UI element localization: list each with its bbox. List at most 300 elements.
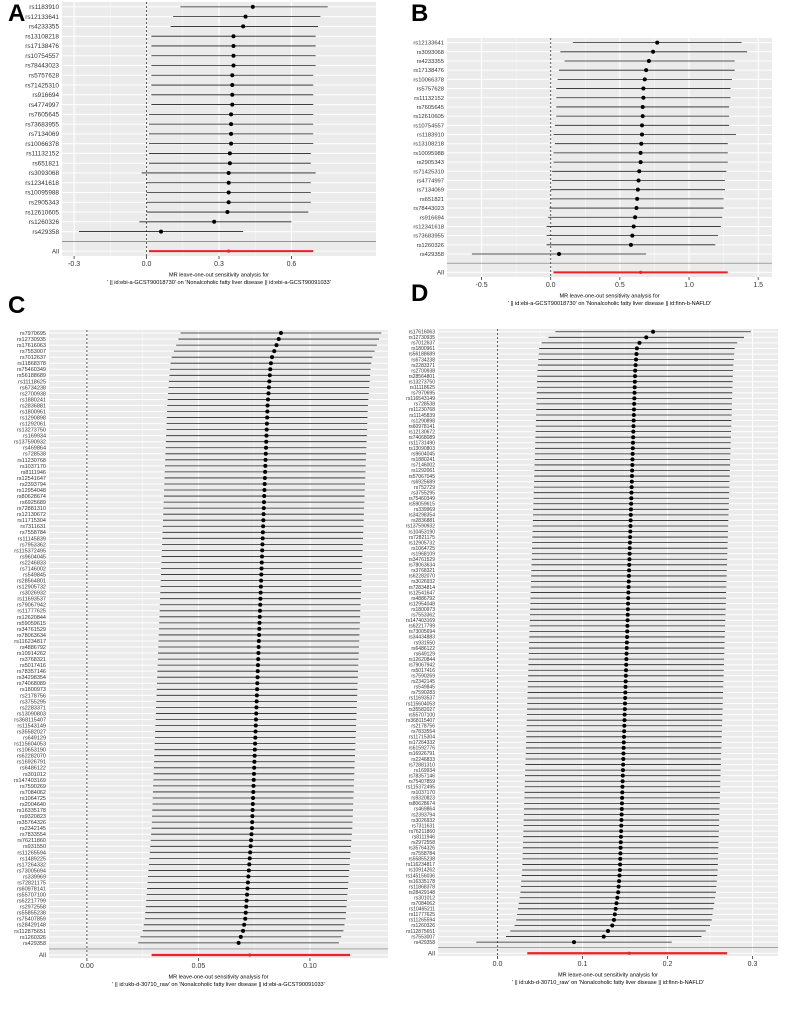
snp-label: rs12954048 — [16, 487, 46, 494]
x-tick-label: 0.10 — [303, 963, 317, 970]
snp-label: rs931550 — [414, 640, 435, 647]
point-estimate — [618, 862, 622, 866]
snp-label: rs1183910 — [417, 132, 444, 139]
snp-label: rs10095988 — [25, 189, 59, 197]
point-estimate — [225, 210, 229, 214]
point-estimate — [630, 474, 634, 478]
point-estimate — [229, 132, 233, 136]
snp-label: rs7146002 — [411, 462, 435, 469]
point-estimate — [641, 114, 645, 118]
x-tick-label: 0.6 — [286, 261, 297, 268]
point-estimate — [625, 652, 629, 656]
snp-label: rs62217799 — [16, 898, 46, 905]
point-estimate — [252, 784, 256, 788]
snp-label: rs3026932 — [411, 579, 435, 586]
snp-label: rs5757628 — [416, 86, 444, 93]
point-estimate — [263, 482, 267, 486]
snp-label: rs7146002 — [20, 566, 46, 573]
snp-label: rs16335178 — [408, 878, 435, 885]
snp-label: rs429358 — [419, 252, 444, 259]
snp-label: rs11145839 — [409, 412, 435, 419]
snp-label: rs12610605 — [413, 114, 444, 121]
axis-title-line2: ' || id:ebi-a-GCST90018730' on 'Nonalcoholic fatty liver disease || id:finn-b-NAFLD' — [507, 301, 712, 308]
snp-label: rs7084062 — [411, 901, 435, 908]
snp-label: rs72881310 — [408, 762, 435, 769]
snp-label: rs4774997 — [28, 101, 59, 109]
point-estimate — [621, 757, 625, 761]
snp-label: rs7012637 — [411, 340, 435, 347]
point-estimate — [256, 663, 260, 667]
snp-label: rs5017416 — [411, 667, 435, 674]
point-estimate — [227, 191, 231, 195]
snp-label: rs3755295 — [20, 699, 46, 706]
snp-label: rs116234817 — [14, 638, 46, 645]
point-estimate — [623, 713, 627, 717]
snp-label: rs1260326 — [20, 934, 46, 941]
point-estimate — [628, 524, 632, 528]
snp-label: rs3093068 — [416, 49, 444, 56]
all-point-estimate — [639, 271, 642, 274]
point-estimate — [253, 736, 257, 740]
point-estimate — [244, 15, 248, 19]
point-estimate — [617, 885, 621, 889]
point-estimate — [613, 912, 617, 916]
point-estimate — [633, 215, 637, 219]
snp-label: rs12541647 — [16, 475, 46, 482]
snp-label: rs728538 — [414, 401, 435, 408]
panel-c — [0, 290, 394, 1013]
snp-label: rs72821175 — [408, 534, 435, 541]
snp-label: rs6734238 — [411, 357, 435, 364]
point-estimate — [212, 220, 216, 224]
snp-label: rs10066378 — [413, 77, 444, 84]
snp-label: rs12341618 — [413, 224, 444, 231]
point-estimate — [572, 940, 576, 944]
point-estimate — [159, 230, 163, 234]
snp-label: rs368115407 — [406, 717, 435, 724]
snp-label: rs56188689 — [16, 373, 46, 380]
snp-label: rs73683955 — [25, 121, 59, 129]
forest-plot-a — [0, 0, 394, 290]
point-estimate — [620, 796, 624, 800]
snp-label: rs7134069 — [28, 131, 59, 139]
point-estimate — [626, 602, 630, 606]
snp-label: rs78063634 — [16, 632, 46, 639]
point-estimate — [640, 133, 644, 137]
point-estimate — [256, 651, 260, 655]
point-estimate — [625, 641, 629, 645]
point-estimate — [267, 385, 271, 389]
snp-label: rs115604053 — [14, 741, 46, 748]
x-tick-label: 1.0 — [684, 282, 694, 289]
point-estimate — [250, 820, 254, 824]
point-estimate — [269, 361, 273, 365]
snp-label: rs2972558 — [411, 840, 435, 847]
snp-label: rs1037170 — [20, 463, 46, 470]
snp-label: rs78443023 — [413, 206, 444, 213]
forest-plot-d — [395, 278, 789, 1013]
point-estimate — [263, 464, 267, 468]
snp-label: rs301012 — [414, 895, 435, 902]
snp-label: rs34761529 — [16, 626, 46, 633]
point-estimate — [259, 591, 263, 595]
snp-label: rs11777625 — [17, 608, 46, 615]
point-estimate — [621, 774, 625, 778]
point-estimate — [252, 778, 256, 782]
snp-label: rs7970695 — [20, 330, 46, 337]
snp-label: rs8111946 — [20, 469, 46, 476]
snp-label: rs10095988 — [413, 150, 444, 157]
point-estimate — [265, 422, 269, 426]
point-estimate — [633, 385, 637, 389]
snp-label: rs339969 — [23, 874, 46, 881]
point-estimate — [637, 341, 641, 345]
point-estimate — [248, 856, 252, 860]
point-estimate — [626, 596, 630, 600]
snp-label: rs13273750 — [408, 379, 435, 386]
point-estimate — [261, 524, 265, 528]
snp-label: rs2246833 — [411, 756, 435, 763]
point-estimate — [627, 568, 631, 572]
snp-label: rs12905732 — [408, 540, 435, 547]
point-estimate — [619, 835, 623, 839]
plot-background — [447, 38, 772, 277]
snp-label: rs4233355 — [28, 23, 59, 31]
point-estimate — [257, 645, 261, 649]
point-estimate — [644, 335, 648, 339]
point-estimate — [241, 24, 245, 28]
point-estimate — [250, 814, 254, 818]
point-estimate — [630, 468, 634, 472]
point-estimate — [641, 105, 645, 109]
point-estimate — [647, 59, 651, 63]
snp-label: rs12133641 — [25, 13, 59, 21]
snp-label: rs10754557 — [413, 123, 444, 130]
point-estimate — [651, 50, 655, 54]
snp-label: rs3768321 — [20, 657, 46, 664]
point-estimate — [231, 64, 235, 68]
snp-label: rs62282070 — [16, 753, 46, 760]
panel-label: A — [8, 0, 26, 27]
snp-label: rs112875651 — [14, 928, 46, 935]
snp-label: rs11868378 — [17, 361, 46, 368]
snp-label: rs549845 — [414, 684, 435, 691]
point-estimate — [244, 911, 248, 915]
snp-label: rs368115407 — [14, 717, 46, 724]
snp-label: rs7590283 — [411, 690, 435, 697]
point-estimate — [227, 200, 231, 204]
point-estimate — [264, 434, 268, 438]
snp-label: rs7553007 — [411, 934, 435, 941]
snp-label: rs59059615 — [408, 501, 435, 508]
plot-background — [49, 330, 388, 958]
snp-label: rs80628674 — [408, 801, 435, 808]
snp-label: rs2700938 — [20, 391, 46, 398]
axis-title-line2: ' || id:ebi-a-GCST90018730' on 'Nonalcoholic fatty liver disease || id:ebi-a-GCST90091033' — [107, 280, 331, 287]
point-estimate — [620, 790, 624, 794]
snp-label: rs11265594 — [17, 850, 46, 857]
snp-label: rs1489225 — [20, 856, 46, 863]
point-estimate — [610, 923, 614, 927]
point-estimate — [625, 624, 629, 628]
snp-label: rs7134069 — [416, 187, 444, 194]
x-tick-label: -0.5 — [475, 282, 488, 289]
axis-title-line1: MR leave-one-out sensitivity analysis for — [168, 974, 269, 981]
snp-label: rs62217799 — [408, 623, 435, 630]
point-estimate — [622, 735, 626, 739]
point-estimate — [637, 178, 641, 182]
point-estimate — [634, 352, 638, 356]
panel-label: B — [411, 0, 429, 27]
snp-label: rs12133641 — [413, 40, 444, 47]
snp-label: rs5757628 — [28, 72, 59, 80]
snp-label: rs7833554 — [411, 729, 435, 736]
point-estimate — [624, 668, 628, 672]
all-label: All — [51, 248, 59, 256]
snp-label: rs17264332 — [16, 862, 46, 869]
point-estimate — [631, 430, 635, 434]
snp-label: rs13090803 — [16, 711, 46, 718]
point-estimate — [258, 621, 262, 625]
point-estimate — [632, 396, 636, 400]
snp-label: rs12730935 — [408, 335, 435, 342]
point-estimate — [268, 367, 272, 371]
snp-label: rs1292061 — [20, 421, 46, 428]
point-estimate — [251, 790, 255, 794]
panel-a — [0, 0, 394, 290]
snp-label: rs16926791 — [16, 759, 46, 766]
snp-label: rs17264332 — [408, 740, 435, 747]
point-estimate — [263, 470, 267, 474]
snp-label: rs12905732 — [16, 584, 46, 591]
point-estimate — [247, 868, 251, 872]
snp-label: rs469864 — [23, 445, 46, 452]
point-estimate — [630, 485, 634, 489]
snp-label: rs2246833 — [20, 560, 46, 567]
point-estimate — [624, 674, 628, 678]
snp-label: rs147403169 — [405, 618, 435, 625]
point-estimate — [620, 813, 624, 817]
point-estimate — [262, 506, 266, 510]
point-estimate — [618, 851, 622, 855]
snp-label: rs1880241 — [20, 397, 46, 404]
snp-label: rs301012 — [23, 771, 46, 778]
point-estimate — [259, 579, 263, 583]
point-estimate — [262, 512, 266, 516]
panel-d — [395, 278, 789, 1013]
snp-label: rs80628674 — [16, 493, 46, 500]
point-estimate — [252, 766, 256, 770]
snp-label: rs649129 — [414, 651, 435, 658]
snp-label: rs60978141 — [408, 423, 435, 430]
point-estimate — [630, 457, 634, 461]
x-tick-label: 0.2 — [662, 961, 673, 968]
point-estimate — [251, 796, 255, 800]
point-estimate — [262, 494, 266, 498]
snp-label: rs6925689 — [20, 500, 46, 507]
point-estimate — [256, 657, 260, 661]
point-estimate — [250, 832, 254, 836]
point-estimate — [619, 846, 623, 850]
snp-label: rs13090803 — [408, 446, 435, 453]
point-estimate — [623, 696, 627, 700]
point-estimate — [237, 941, 241, 945]
snp-label: rs12620844 — [16, 614, 46, 621]
point-estimate — [632, 419, 636, 423]
point-estimate — [623, 690, 627, 694]
snp-label: rs12341618 — [25, 179, 59, 187]
point-estimate — [623, 702, 627, 706]
snp-label: rs429358 — [414, 939, 435, 946]
point-estimate — [634, 206, 638, 210]
snp-label: rs11132152 — [26, 150, 59, 158]
snp-label: rs11230768 — [17, 457, 46, 464]
forest-plot-c — [0, 290, 394, 1013]
point-estimate — [612, 918, 616, 922]
snp-label: rs9604045 — [411, 451, 435, 458]
point-estimate — [628, 546, 632, 550]
point-estimate — [254, 705, 258, 709]
point-estimate — [260, 560, 264, 564]
snp-label: rs11715304 — [408, 734, 435, 741]
snp-label: rs55855238 — [16, 910, 46, 917]
point-estimate — [243, 917, 247, 921]
point-estimate — [256, 669, 260, 673]
snp-label: rs34434883 — [408, 634, 435, 641]
point-estimate — [244, 905, 248, 909]
snp-label: rs1800961 — [20, 409, 46, 416]
point-estimate — [253, 742, 257, 746]
point-estimate — [626, 591, 630, 595]
point-estimate — [621, 768, 625, 772]
snp-label: rs71425310 — [25, 82, 59, 90]
snp-label: rs12610605 — [25, 209, 59, 217]
snp-label: rs931550 — [23, 844, 46, 851]
point-estimate — [256, 675, 260, 679]
point-estimate — [264, 440, 268, 444]
snp-label: rs57067045 — [408, 473, 435, 480]
snp-label: rs75407859 — [16, 916, 46, 923]
snp-label: rs11715304 — [17, 518, 46, 525]
all-label: All — [427, 950, 435, 958]
snp-label: rs7311631 — [20, 524, 46, 531]
point-estimate — [620, 801, 624, 805]
snp-label: rs17138476 — [413, 68, 444, 75]
snp-label: rs11693537 — [17, 596, 46, 603]
all-label: All — [436, 269, 444, 277]
point-estimate — [260, 567, 264, 571]
point-estimate — [251, 802, 255, 806]
snp-label: rs651821 — [419, 196, 444, 203]
point-estimate — [625, 646, 629, 650]
snp-label: rs11265594 — [408, 917, 435, 924]
snp-label: rs429358 — [32, 228, 59, 236]
point-estimate — [625, 635, 629, 639]
point-estimate — [622, 724, 626, 728]
snp-label: rs651821 — [32, 160, 59, 168]
snp-label: rs7558784 — [20, 530, 46, 537]
snp-label: rs7012637 — [20, 355, 46, 362]
point-estimate — [255, 699, 259, 703]
snp-label: rs9320823 — [411, 795, 435, 802]
snp-label: rs11731490 — [408, 440, 435, 447]
point-estimate — [261, 530, 265, 534]
snp-label: rs728538 — [23, 451, 46, 458]
point-estimate — [260, 548, 264, 552]
snp-label: rs35764326 — [16, 820, 46, 827]
point-estimate — [632, 413, 636, 417]
point-estimate — [253, 748, 257, 752]
x-tick-label: 0.3 — [214, 261, 224, 268]
point-estimate — [254, 724, 258, 728]
point-estimate — [252, 760, 256, 764]
snp-label: rs429358 — [23, 940, 46, 947]
x-tick-label: 0.5 — [615, 282, 625, 289]
snp-label: rs56188689 — [408, 351, 435, 358]
point-estimate — [631, 452, 635, 456]
snp-label: rs6486122 — [20, 765, 46, 772]
snp-label: rs12954048 — [408, 601, 435, 608]
snp-label: rs12730935 — [16, 336, 46, 343]
point-estimate — [620, 785, 624, 789]
point-estimate — [254, 717, 258, 721]
snp-label: rs2283371 — [20, 705, 46, 712]
point-estimate — [619, 818, 623, 822]
point-estimate — [616, 890, 620, 894]
snp-label: rs1968109 — [411, 551, 435, 558]
point-estimate — [628, 552, 632, 556]
point-estimate — [622, 718, 626, 722]
point-estimate — [629, 507, 633, 511]
point-estimate — [640, 123, 644, 127]
snp-label: rs76211860 — [17, 838, 46, 845]
point-estimate — [602, 935, 606, 939]
point-estimate — [239, 935, 243, 939]
point-estimate — [626, 613, 630, 617]
snp-label: rs137590932 — [405, 523, 435, 530]
axis-title-line2: ' || id:ukb-d-30710_raw' on 'Nonalcoholic fatty liver disease || id:finn-b-NAFLD' — [512, 980, 704, 987]
point-estimate — [639, 151, 643, 155]
point-estimate — [245, 893, 249, 897]
point-estimate — [227, 181, 231, 185]
snp-label: rs6925689 — [411, 479, 435, 486]
snp-label: rs2905343 — [416, 160, 444, 167]
point-estimate — [246, 874, 250, 878]
x-tick-label: 0.1 — [577, 961, 588, 968]
snp-label: rs17138476 — [25, 43, 59, 51]
snp-label: rs12620844 — [408, 656, 435, 663]
x-tick-label: 0.0 — [492, 961, 503, 968]
point-estimate — [260, 554, 264, 558]
snp-label: rs1290898 — [411, 418, 435, 425]
snp-label: rs13108218 — [25, 33, 59, 41]
point-estimate — [641, 96, 645, 100]
x-tick-label: 0.0 — [141, 261, 152, 268]
point-estimate — [258, 615, 262, 619]
snp-label: rs1260326 — [28, 219, 59, 227]
point-estimate — [265, 416, 269, 420]
point-estimate — [627, 557, 631, 561]
snp-label: rs339969 — [414, 507, 435, 514]
point-estimate — [614, 907, 618, 911]
snp-label: rs1290898 — [20, 415, 46, 422]
snp-label: rs74068089 — [408, 434, 435, 441]
point-estimate — [272, 349, 276, 353]
point-estimate — [627, 579, 631, 583]
point-estimate — [254, 730, 258, 734]
snp-label: rs10914262 — [408, 867, 435, 874]
snp-label: rs7605645 — [28, 111, 59, 119]
